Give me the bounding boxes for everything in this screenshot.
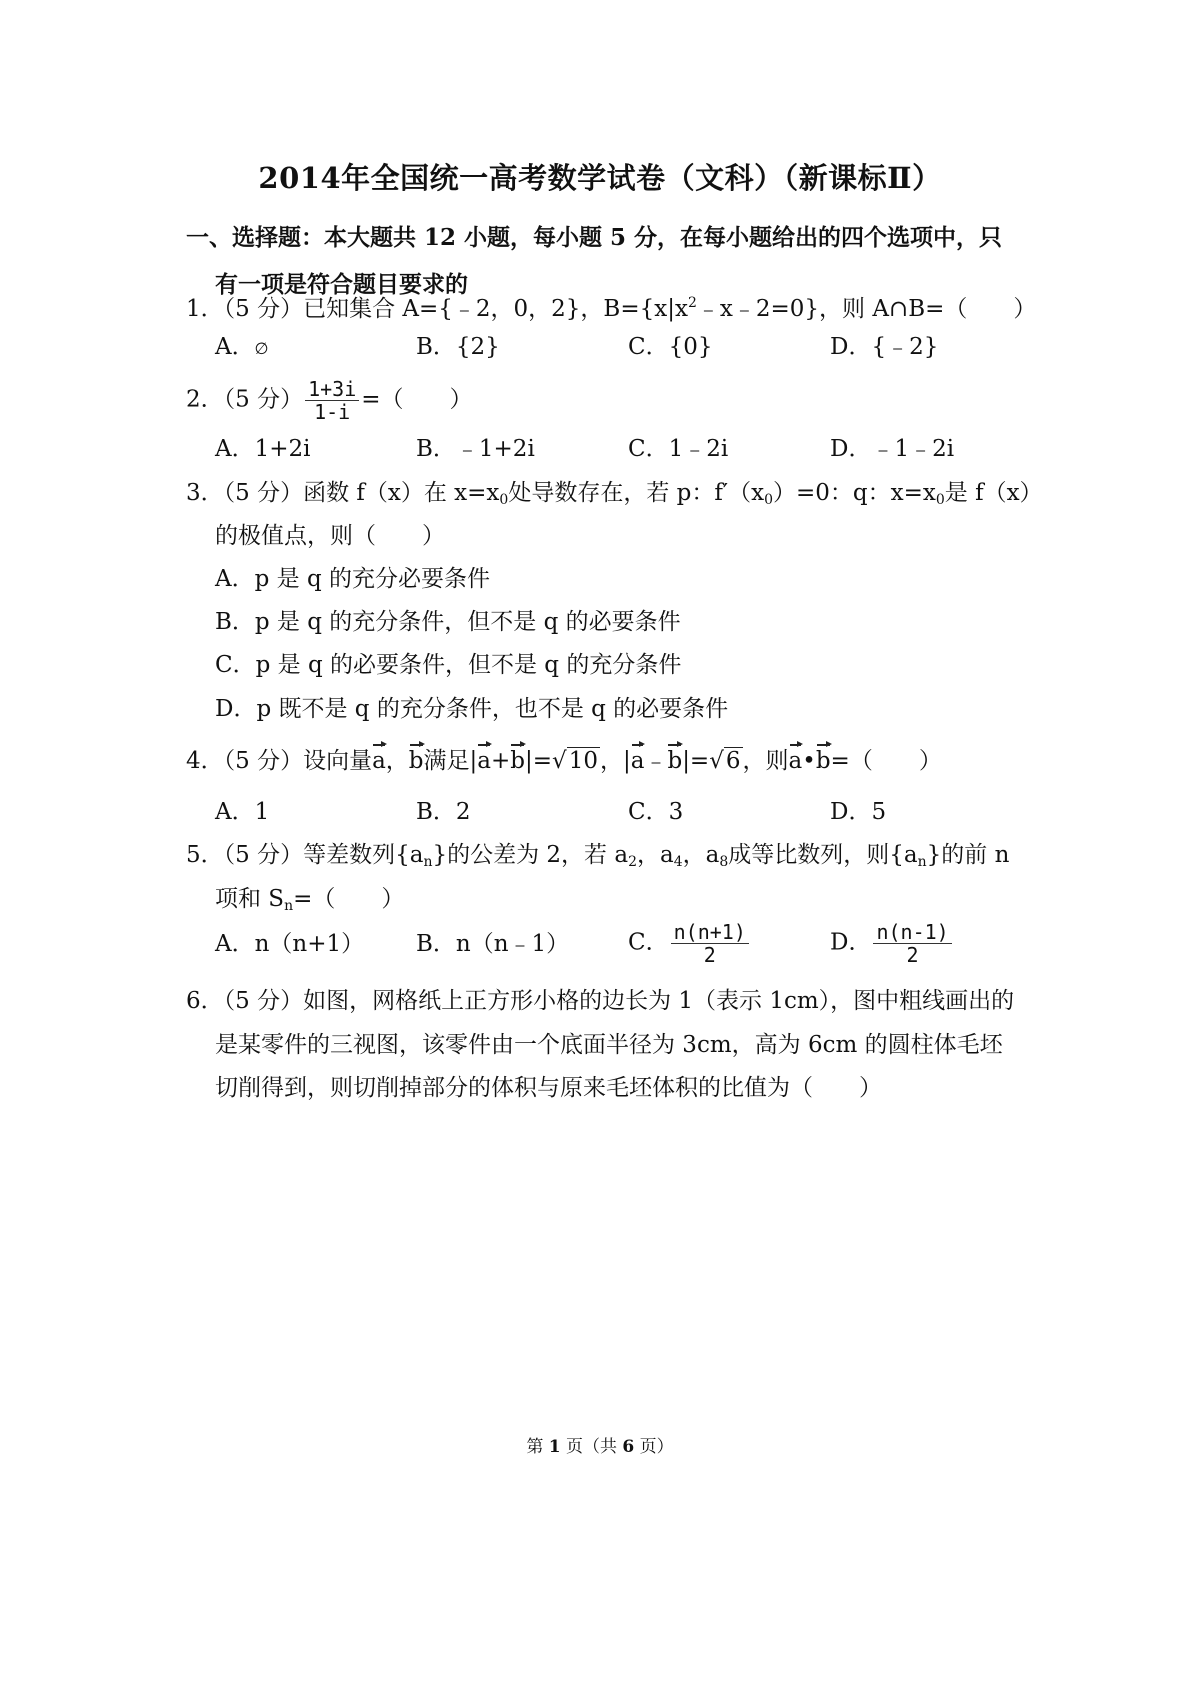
q4-then: ，则 (742, 748, 789, 774)
q5-option-c-label: C． (628, 929, 669, 956)
q1-option-a (215, 332, 269, 364)
q5-option-a: A．n（n+1） (215, 931, 365, 957)
question-3-stem-line-1 (186, 478, 1043, 515)
footer-prefix: 第 (526, 1437, 549, 1457)
q5-part-d: ，a (682, 842, 720, 868)
vector-a: a (372, 748, 386, 774)
q5-part-a: 5．（5 分）等差数列{a (186, 842, 424, 868)
vector-b: b (408, 748, 424, 774)
q4-option-b: B．2 (416, 799, 471, 825)
q5-option-c (628, 921, 751, 966)
vector-b: b (667, 748, 683, 774)
q4-suffix: =（ ） (830, 748, 942, 774)
footer-middle: 页（共 (560, 1437, 623, 1457)
q4-prefix: 4．（5 分）设向量 (186, 748, 373, 774)
q4-equals-2: |= (682, 748, 710, 774)
q4-option-c: C．3 (628, 799, 684, 825)
q3-subscript-2: 0 (764, 492, 773, 508)
q5-part-b: }的公差为 2，若 a (432, 842, 629, 868)
q3-option-a: A．p 是 q 的充分必要条件 (215, 566, 490, 592)
vector-b: b (510, 748, 526, 774)
q3-part-a: 3．（5 分）函数 f（x）在 x=x (186, 480, 500, 506)
q3-option-b: B．p 是 q 的充分条件，但不是 q 的必要条件 (215, 609, 681, 635)
q4-equals-1: |= (525, 748, 553, 774)
q5-option-d-fraction (873, 921, 951, 966)
q5-option-b: B．n（n﹣1） (416, 931, 570, 957)
q4-minus: ﹣ (644, 748, 668, 774)
q3-part-b: 处导数存在，若 p：f′（x (508, 480, 765, 506)
section-heading-line-1: 一、选择题：本大题共 12 小题，每小题 5 分，在每小题给出的四个选项中，只 (186, 224, 1003, 251)
q2-option-c: C．1﹣2i (628, 436, 729, 462)
sqrt-10: √10 (552, 748, 598, 774)
question-2-stem (186, 378, 473, 423)
question-6-stem-line-2: 是某零件的三视图，该零件由一个底面半径为 3cm，高为 6cm 的圆柱体毛坯 (215, 1032, 1003, 1058)
q1-option-c: C．{0} (628, 334, 713, 360)
q5-part-c: ，a (637, 842, 674, 868)
footer-suffix: 页） (634, 1437, 674, 1457)
q3-option-d: D．p 既不是 q 的充分条件，也不是 q 的必要条件 (215, 696, 729, 722)
q5-option-c-denominator: 2 (703, 943, 716, 967)
q2-numerator: 1+3i (305, 378, 359, 401)
empty-set-symbol: ∅ (254, 339, 269, 358)
q4-condition-start: 满足| (423, 748, 478, 774)
sqrt-6: √6 (709, 748, 741, 774)
vector-b: b (815, 748, 831, 774)
sqrt-6-radicand: 6 (725, 748, 741, 774)
question-4-stem (186, 746, 942, 776)
vector-a: a (630, 748, 645, 774)
page-title: 2014年全国统一高考数学试卷（文科）（新课标Ⅱ） (258, 161, 942, 195)
q5-subscript-8: 8 (719, 854, 729, 870)
footer-total-pages: 6 (622, 1437, 635, 1457)
q5-subscript-n: n (917, 854, 927, 870)
q2-prefix: 2．（5 分） (186, 386, 304, 413)
dot-product-symbol: • (802, 748, 816, 774)
q5-subscript-2: 2 (628, 854, 637, 870)
q1-stem-part-a: 1．（5 分）已知集合 A={﹣2，0，2}，B={x|x (186, 296, 688, 322)
q5-option-d-label: D． (830, 929, 872, 956)
sqrt-10-radicand: 10 (568, 748, 598, 774)
q1-superscript: 2 (687, 295, 697, 311)
q4-comma-2: ，| (599, 748, 631, 774)
page-footer (0, 1432, 1200, 1457)
q1-option-a-label: A． (215, 334, 255, 360)
q5-part-f: }的前 n (926, 842, 1010, 868)
q2-option-a: A．1+2i (215, 436, 311, 462)
q2-suffix: =（ ） (361, 386, 473, 413)
question-1-stem (186, 288, 1036, 324)
q3-part-c: ）=0：q：x=x (773, 480, 936, 506)
section-heading-line-2: 有一项是符合题目要求的 (215, 271, 468, 298)
question-5-stem-line-2 (215, 884, 404, 921)
q2-denominator: 1-i (314, 400, 351, 424)
q5-option-d-numerator: n(n-1) (873, 921, 951, 944)
q2-option-b: B．﹣1+2i (416, 436, 535, 462)
q5-subscript-n: n (284, 898, 294, 914)
footer-page-number: 1 (548, 1437, 561, 1457)
q4-option-d: D．5 (830, 799, 887, 825)
q3-subscript-1: 0 (499, 492, 509, 508)
q5-subscript-n: n (423, 854, 433, 870)
q5-line2-part-b: =（ ） (293, 886, 405, 912)
q2-fraction (305, 378, 359, 423)
q5-option-c-fraction (671, 921, 749, 966)
q5-option-d-denominator: 2 (906, 943, 919, 967)
q2-option-d: D．﹣1﹣2i (830, 436, 955, 462)
vector-a: a (477, 748, 491, 774)
question-3-stem-line-2: 的极值点，则（ ） (215, 523, 445, 549)
q4-option-a: A．1 (215, 799, 270, 825)
vector-a: a (788, 748, 803, 774)
q3-subscript-3: 0 (935, 492, 945, 508)
q4-comma-1: ， (385, 748, 409, 774)
question-6-stem-line-3: 切削得到，则切削掉部分的体积与原来毛坯体积的比值为（ ） (215, 1075, 882, 1101)
q5-part-e: 成等比数列，则{a (728, 842, 918, 868)
q5-option-c-numerator: n(n+1) (671, 921, 749, 944)
q1-stem-part-b: ﹣x﹣2=0}，则 A∩B=（ ） (696, 296, 1037, 322)
q4-plus: + (491, 748, 511, 774)
q5-subscript-4: 4 (673, 854, 683, 870)
question-6-stem-line-1: 6．（5 分）如图，网格纸上正方形小格的边长为 1（表示 1cm），图中粗线画出的 (186, 988, 1015, 1014)
q5-line2-part-a: 项和 S (215, 886, 285, 912)
q5-option-d (830, 921, 954, 966)
q3-part-d: 是 f（x） (944, 480, 1043, 506)
q3-option-c: C．p 是 q 的必要条件，但不是 q 的充分条件 (215, 652, 682, 678)
q1-option-d: D．{﹣2} (830, 334, 939, 360)
q1-option-b: B．{2} (416, 334, 500, 360)
question-5-stem-line-1 (186, 840, 1009, 877)
